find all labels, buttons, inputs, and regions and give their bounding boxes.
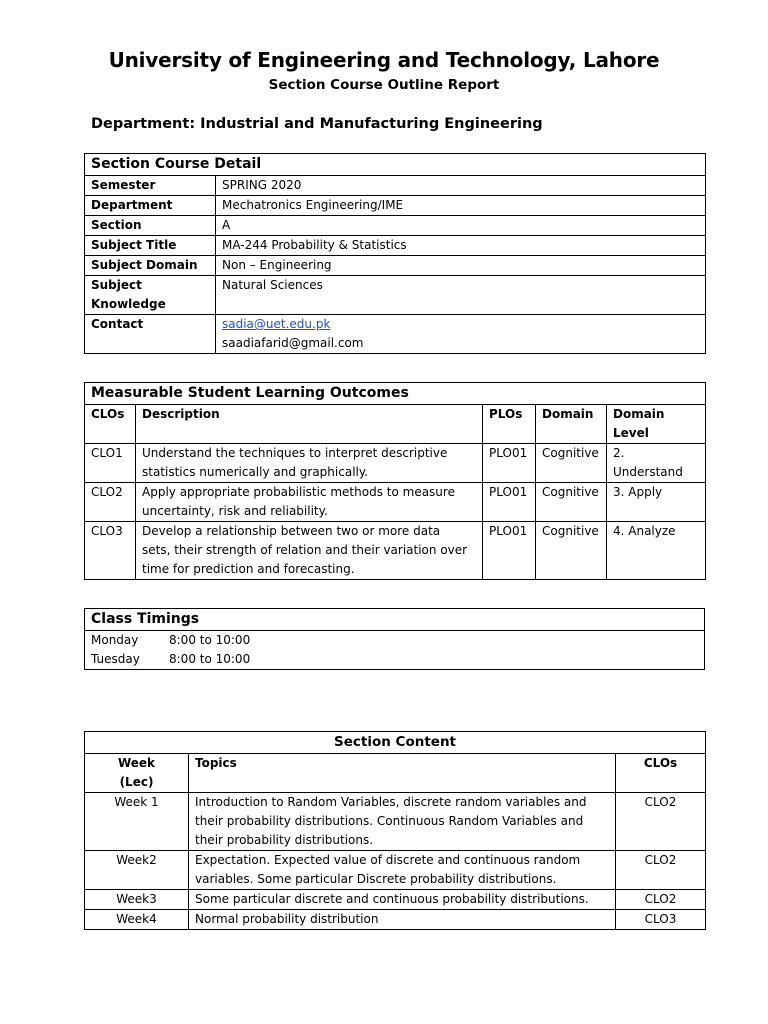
contact-email-link[interactable]: sadia@uet.edu.pk — [222, 317, 331, 331]
clo-plo: PLO01 — [483, 444, 536, 483]
topic-line: Expectation. Expected value of discrete and continuous random — [195, 853, 581, 867]
subject-title-label: Subject Title — [85, 236, 216, 256]
department-value: Mechatronics Engineering/IME — [216, 196, 706, 216]
subject-domain-label: Subject Domain — [85, 256, 216, 276]
clo-level-line: Understand — [613, 465, 683, 479]
table-row — [85, 890, 706, 910]
report-title: Section Course Outline Report — [268, 77, 500, 93]
col-clos: CLOs — [85, 405, 136, 444]
clo-description — [136, 522, 483, 580]
subject-title-value: MA-244 Probability & Statistics — [216, 236, 706, 256]
clo-id: CLO3 — [85, 522, 136, 580]
table-row — [85, 444, 706, 483]
col-week — [85, 754, 189, 793]
outcomes-header-row — [85, 405, 706, 444]
col-domain: Domain — [536, 405, 607, 444]
clo-plo: PLO01 — [483, 483, 536, 522]
university-title: University of Engineering and Technology, Lahore — [108, 48, 660, 72]
semester-value: SPRING 2020 — [216, 176, 706, 196]
week-clo: CLO2 — [616, 851, 706, 890]
table-row — [85, 650, 705, 670]
subject-knowledge-label-line-1: Subject — [91, 278, 142, 292]
clo-description-line: uncertainty, risk and reliability. — [142, 504, 328, 518]
clo-plo: PLO01 — [483, 522, 536, 580]
content-header-row — [85, 754, 706, 793]
week-clo: CLO2 — [616, 793, 706, 851]
detail-row-contact — [85, 315, 706, 354]
week-clo: CLO2 — [616, 890, 706, 910]
topic-line: their probability distributions. — [195, 833, 374, 847]
table-row — [85, 793, 706, 851]
week-label: Week2 — [85, 851, 189, 890]
col-week-line-2: (Lec) — [119, 775, 154, 789]
subject-knowledge-label — [85, 276, 216, 315]
course-detail-table — [84, 153, 706, 354]
clo-level-line: 2. — [613, 446, 625, 460]
clo-description-line: time for prediction and forecasting. — [142, 562, 355, 576]
department-label: Department — [85, 196, 216, 216]
col-topics: Topics — [189, 754, 616, 793]
detail-row-department — [85, 196, 706, 216]
department-heading: Department: Industrial and Manufacturing Engineering — [91, 116, 543, 132]
topic-line: their probability distributions. Continuous Random Variables and — [195, 814, 584, 828]
clo-description — [136, 444, 483, 483]
clo-description-line: Develop a relationship between two or more data — [142, 524, 441, 538]
class-timings-heading: Class Timings — [85, 609, 705, 631]
table-row — [85, 522, 706, 580]
clo-description-line: Understand the techniques to interpret descriptive — [142, 446, 448, 460]
clo-domain: Cognitive — [536, 483, 607, 522]
clo-id: CLO2 — [85, 483, 136, 522]
topic-line: Introduction to Random Variables, discrete random variables and — [195, 795, 587, 809]
contact-label: Contact — [85, 315, 216, 354]
col-plos: PLOs — [483, 405, 536, 444]
week-label: Week3 — [85, 890, 189, 910]
week-topics — [189, 851, 616, 890]
detail-row-subject-domain — [85, 256, 706, 276]
col-domain-level — [607, 405, 706, 444]
table-row — [85, 910, 706, 930]
col-description: Description — [136, 405, 483, 444]
clo-domain: Cognitive — [536, 522, 607, 580]
timing-day: Tuesday — [91, 652, 140, 666]
section-content-heading: Section Content — [85, 732, 706, 754]
learning-outcomes-heading: Measurable Student Learning Outcomes — [85, 383, 706, 405]
semester-label: Semester — [85, 176, 216, 196]
section-content-table — [84, 731, 706, 930]
week-topics — [189, 793, 616, 851]
clo-level: 4. Analyze — [607, 522, 706, 580]
class-timings-table — [84, 608, 705, 670]
detail-row-semester — [85, 176, 706, 196]
col-clos: CLOs — [616, 754, 706, 793]
week-label: Week 1 — [85, 793, 189, 851]
timing-day: Monday — [91, 633, 139, 647]
section-value: A — [216, 216, 706, 236]
col-domain-level-line-2: Level — [613, 426, 649, 440]
learning-outcomes-table — [84, 382, 706, 580]
clo-description-line: sets, their strength of relation and their variation over — [142, 543, 468, 557]
table-row — [85, 851, 706, 890]
clo-description-line: Apply appropriate probabilistic methods to measure — [142, 485, 455, 499]
contact-value — [216, 315, 706, 354]
timing-time: 8:00 to 10:00 — [169, 633, 251, 647]
detail-row-subject-knowledge — [85, 276, 706, 315]
week-clo: CLO3 — [616, 910, 706, 930]
course-detail-heading: Section Course Detail — [85, 154, 706, 176]
week-topics: Normal probability distribution — [189, 910, 616, 930]
subject-knowledge-label-line-2: Knowledge — [91, 297, 166, 311]
subject-domain-value: Non – Engineering — [216, 256, 706, 276]
clo-level — [607, 444, 706, 483]
clo-domain: Cognitive — [536, 444, 607, 483]
detail-row-section — [85, 216, 706, 236]
col-domain-level-line-1: Domain — [613, 407, 665, 421]
topic-line: variables. Some particular Discrete probability distributions. — [195, 872, 557, 886]
contact-email-secondary: saadiafarid@gmail.com — [222, 336, 364, 350]
timing-time: 8:00 to 10:00 — [169, 652, 251, 666]
week-label: Week4 — [85, 910, 189, 930]
clo-id: CLO1 — [85, 444, 136, 483]
clo-description — [136, 483, 483, 522]
clo-level: 3. Apply — [607, 483, 706, 522]
subject-knowledge-value: Natural Sciences — [216, 276, 706, 315]
col-week-line-1: Week — [117, 756, 156, 770]
detail-row-subject-title — [85, 236, 706, 256]
section-label: Section — [85, 216, 216, 236]
table-row — [85, 631, 705, 651]
week-topics: Some particular discrete and continuous probability distributions. — [189, 890, 616, 910]
table-row — [85, 483, 706, 522]
clo-description-line: statistics numerically and graphically. — [142, 465, 369, 479]
